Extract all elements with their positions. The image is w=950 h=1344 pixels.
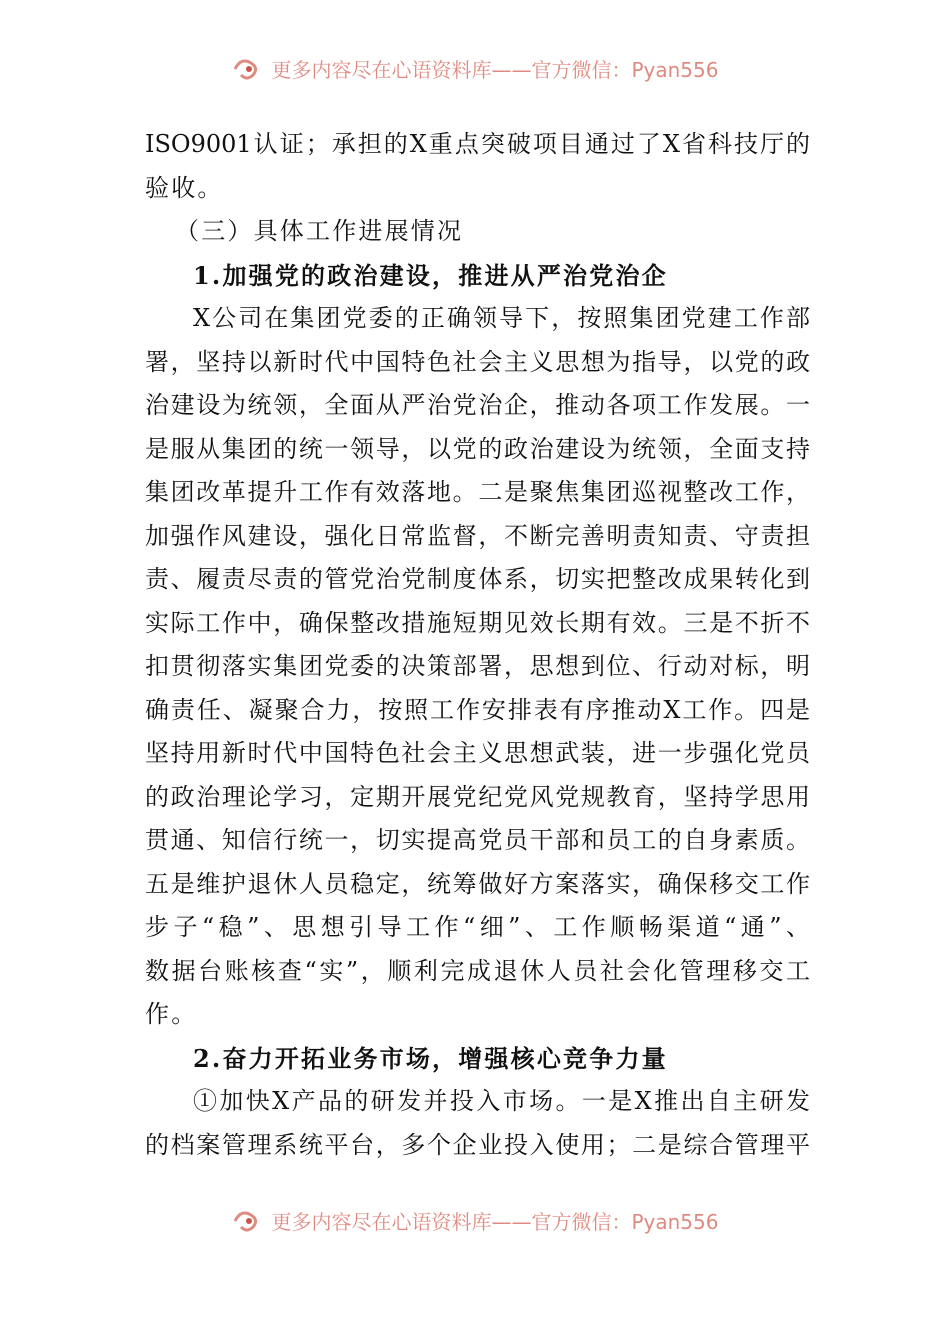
subsection-heading: 1.加强党的政治建设，推进从严治党治企 xyxy=(193,260,668,290)
paragraph-line: 加强作风建设，强化日常监督，不断完善明责知责、守责担 xyxy=(145,521,810,550)
paragraph-line: 扣贯彻落实集团党委的决策部署，思想到位、行动对标，明 xyxy=(145,652,810,680)
paragraph-line: 集团改革提升工作有效落地。二是聚焦集团巡视整改工作， xyxy=(145,478,810,506)
paragraph-line: 贯通、知信行统一，切实提高党员干部和员工的自身素质。 xyxy=(145,826,810,854)
paragraph-line: 验收。 xyxy=(145,173,224,202)
watermark-text: 更多内容尽在心语资料库——官方微信：Pyan556 xyxy=(271,1209,719,1234)
paragraph-line: ISO9001认证；承担的X重点突破项目通过了X省科技厅的 xyxy=(145,130,810,158)
logo-icon xyxy=(231,55,265,81)
watermark-text: 更多内容尽在心语资料库——官方微信：Pyan556 xyxy=(271,57,719,82)
watermark-header xyxy=(0,48,950,88)
paragraph-line: 坚持用新时代中国特色社会主义思想武装，进一步强化党员 xyxy=(145,739,810,767)
paragraph-line: 五是维护退休人员稳定，统筹做好方案落实，确保移交工作 xyxy=(145,869,810,898)
paragraph-line: 数据台账核查“实”，顺利完成退休人员社会化管理移交工 xyxy=(145,956,810,985)
paragraph-line: 治建设为统领，全面从严治党治企，推动各项工作发展。一 xyxy=(145,391,810,419)
paragraph-line: 责、履责尽责的管党治党制度体系，切实把整改成果转化到 xyxy=(145,565,810,593)
logo-icon xyxy=(231,1207,265,1233)
paragraph-line: 是服从集团的统一领导，以党的政治建设为统领，全面支持 xyxy=(145,434,810,463)
paragraph-line: X公司在集团党委的正确领导下，按照集团党建工作部 xyxy=(193,304,810,332)
paragraph-line: 步子“稳”、思想引导工作“细”、工作顺畅渠道“通”、 xyxy=(145,913,810,941)
paragraph-line: 的政治理论学习，定期开展党纪党风党规教育，坚持学思用 xyxy=(145,782,810,811)
paragraph-line: 作。 xyxy=(145,1000,198,1028)
paragraph-line: 确责任、凝聚合力，按照工作安排表有序推动X工作。四是 xyxy=(145,695,810,724)
paragraph-line: 实际工作中，确保整改措施短期见效长期有效。三是不折不 xyxy=(145,608,810,637)
watermark-footer xyxy=(0,1200,950,1240)
subsection-heading: 2.奋力开拓业务市场，增强核心竞争力量 xyxy=(193,1043,668,1073)
paragraph-line: ①加快X产品的研发并投入市场。一是X推出自主研发 xyxy=(193,1087,810,1115)
paragraph-line: 的档案管理系统平台，多个企业投入使用；二是综合管理平 xyxy=(145,1130,810,1159)
document-body xyxy=(145,123,810,1167)
section-heading: （三）具体工作进展情况 xyxy=(175,217,464,245)
paragraph-line: 署，坚持以新时代中国特色社会主义思想为指导，以党的政 xyxy=(145,347,810,376)
